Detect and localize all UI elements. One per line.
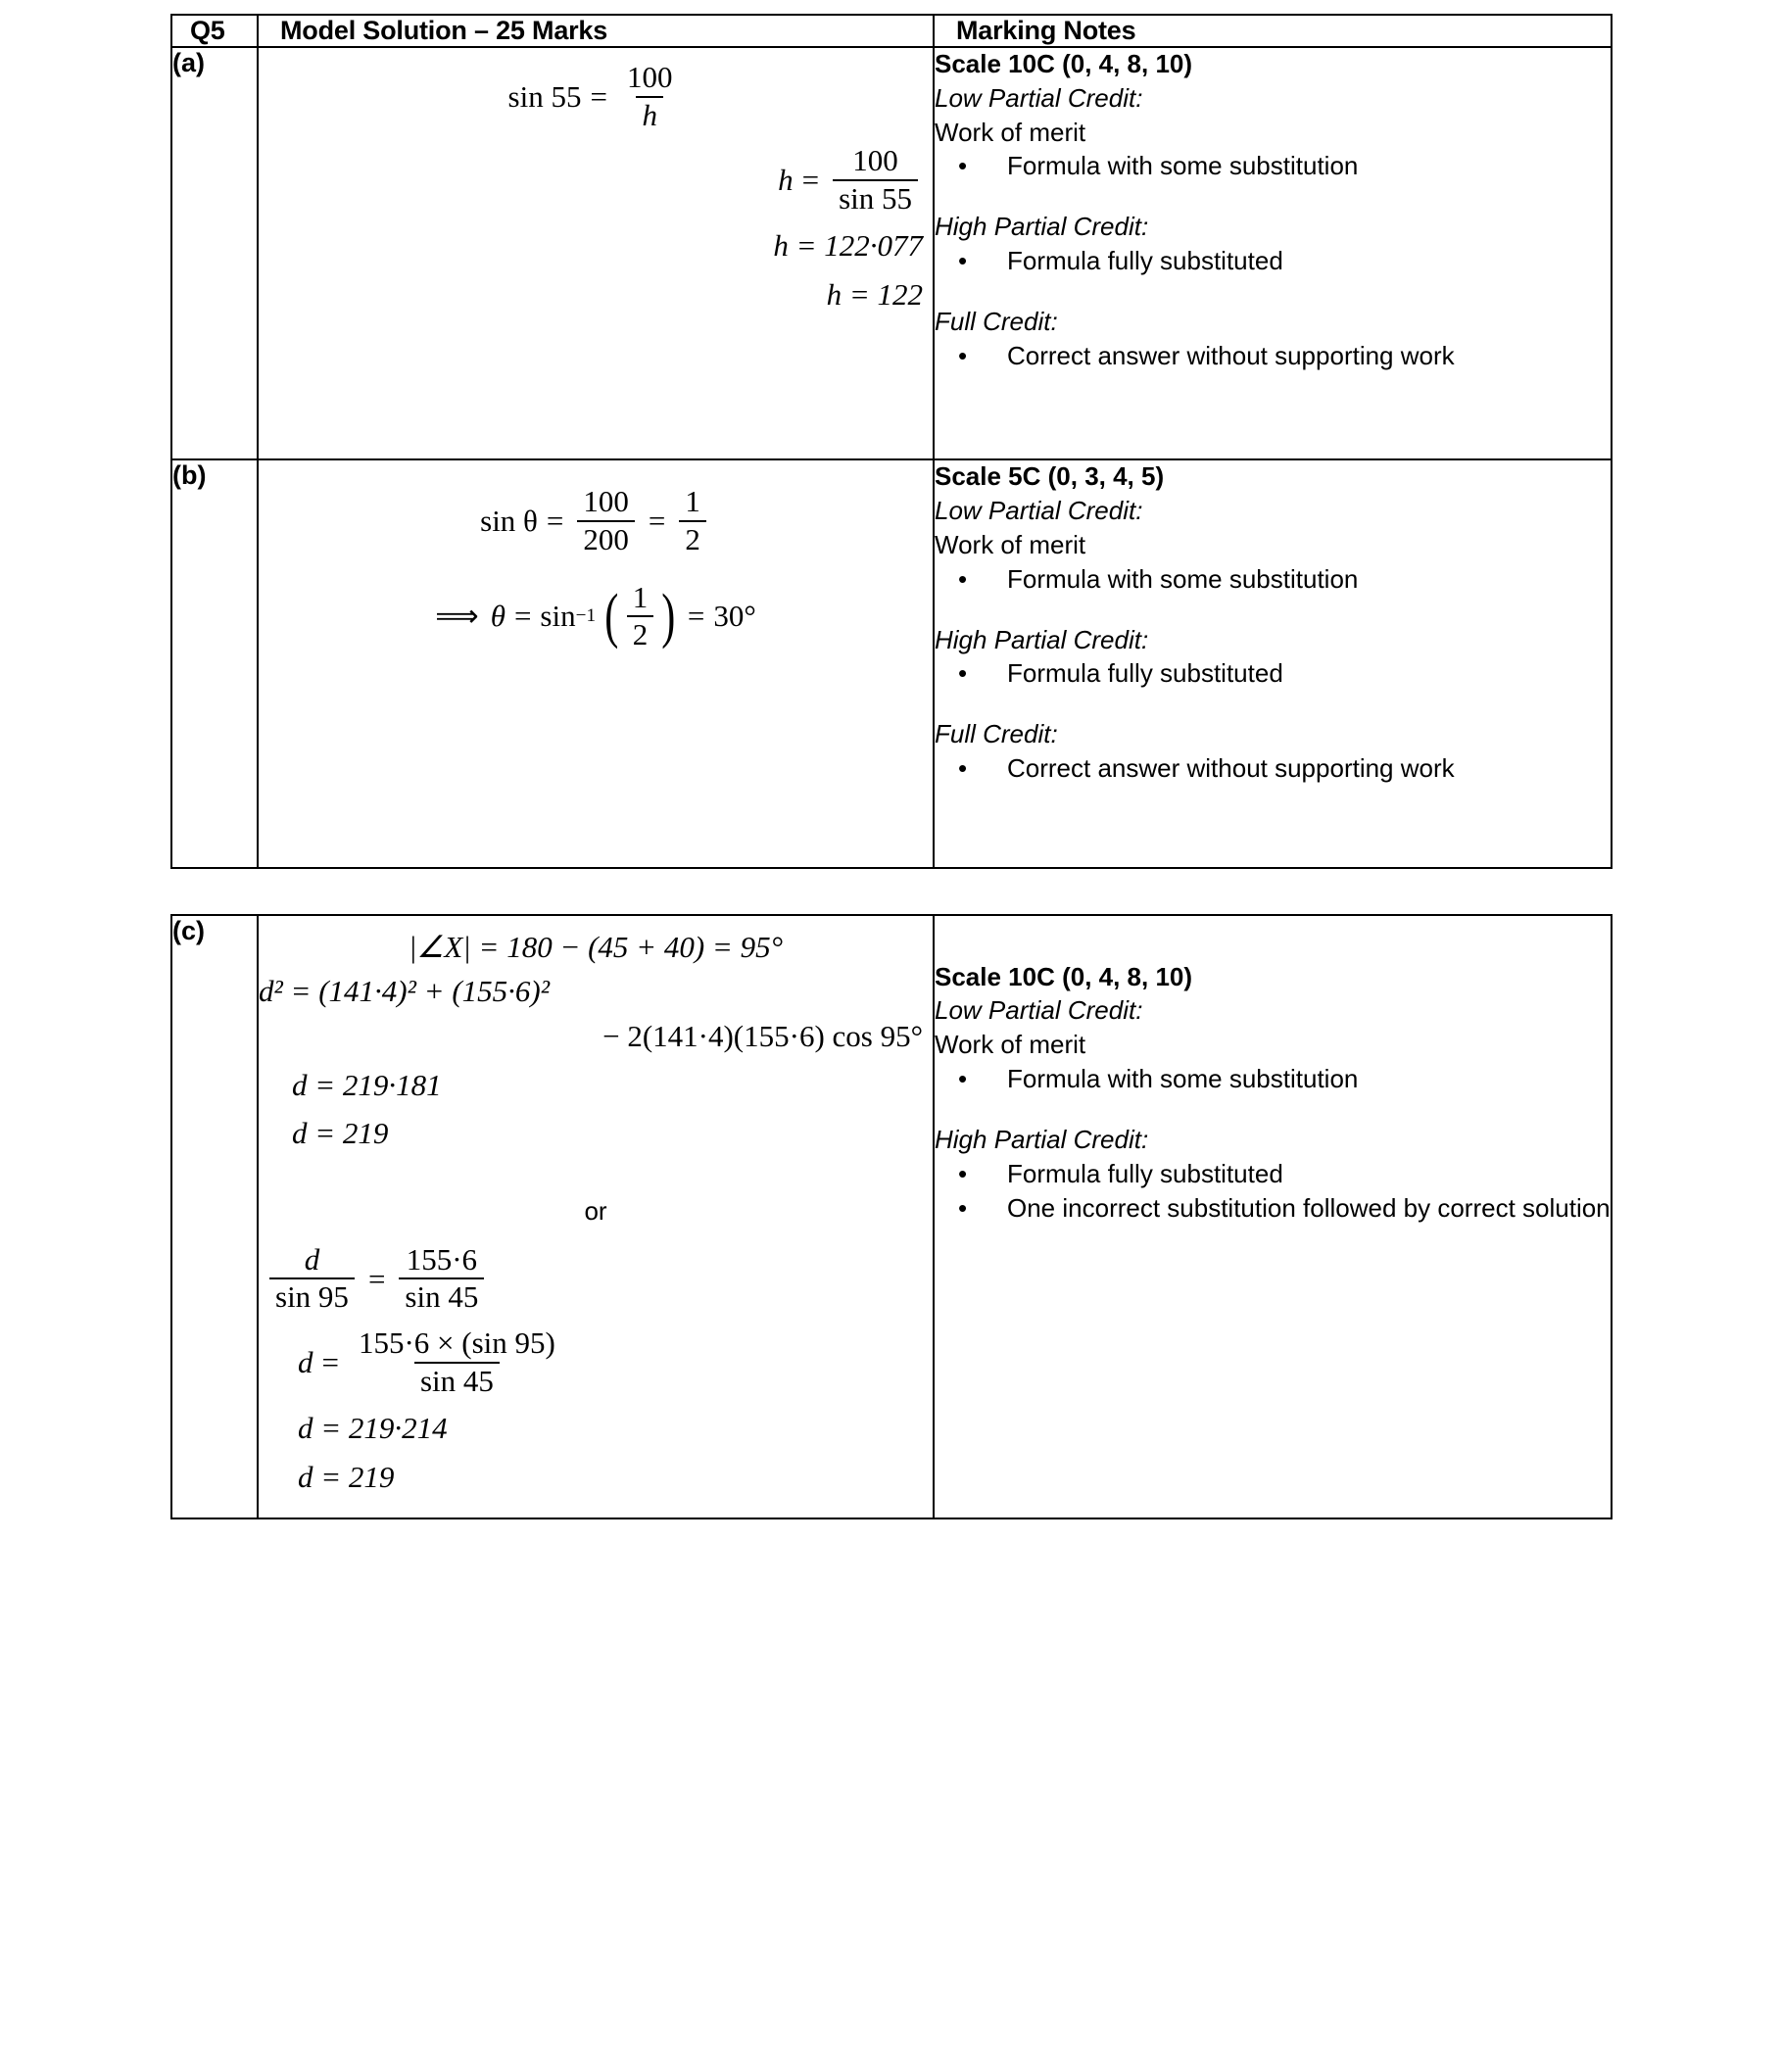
eq-c-sine-fraction-1 xyxy=(269,1241,355,1315)
list-item-label: Formula with some substitution xyxy=(1007,151,1359,181)
equation-a-1 xyxy=(259,62,933,131)
eq-b1-equals-1: = xyxy=(546,504,564,539)
eq-b1-fraction-1 xyxy=(577,486,635,555)
eq-c-cos1-text: d² = (141·4)² + (155·6)² xyxy=(259,974,551,1009)
list-item-label: Formula with some substitution xyxy=(1007,1064,1359,1094)
equation-b-2: ⟹ θ = sin −1 ( $\frac{1}{2}$ ) = 30° xyxy=(435,579,756,652)
eq-b2-theta: θ xyxy=(490,599,505,634)
equation-a-4 xyxy=(259,277,933,313)
notes-b-high-heading: High Partial Credit: xyxy=(935,624,1149,654)
notes-c-low-heading: Low Partial Credit: xyxy=(935,995,1143,1026)
notes-a-high-list xyxy=(935,245,1611,278)
notes-b-low-text: Work of merit xyxy=(935,530,1086,560)
notes-a-low-heading: Low Partial Credit: xyxy=(935,82,1143,113)
eq-b1-lhs: sin θ xyxy=(480,504,538,539)
notes-cell-a xyxy=(934,47,1612,459)
eq-b2-equals-1: = xyxy=(513,599,532,634)
eq-a1-numerator: 100 xyxy=(626,60,673,94)
equation-a-2 xyxy=(259,145,933,215)
eq-c-dsolve-numerator: 155·6 × (sin 95) xyxy=(358,1325,555,1360)
eq-a2-lhs: h xyxy=(778,162,794,197)
eq-c-dval1-text: d = 219·181 xyxy=(292,1067,442,1102)
eq-b1-numerator-1: 100 xyxy=(583,484,629,519)
equation-c-d-value-2 xyxy=(259,1411,933,1446)
list-item-label: Formula with some substitution xyxy=(1007,563,1359,594)
alternative-method-separator: or xyxy=(584,1195,607,1226)
list-item-label: Formula fully substituted xyxy=(1007,1158,1283,1188)
header-model-solution: Model Solution – 25 Marks xyxy=(258,15,934,47)
eq-b1-fraction-2 xyxy=(679,486,706,555)
eq-c-angle-text: |∠X| = 180 − (45 + 40) = 95° xyxy=(409,929,783,964)
bullet-icon: • xyxy=(958,151,968,181)
list-item xyxy=(935,150,1611,183)
eq-c-dround2-text: d = 219 xyxy=(298,1459,395,1494)
eq-a2-denominator: sin 55 xyxy=(833,179,918,216)
eq-c-dval2-text: d = 219·214 xyxy=(298,1411,448,1446)
notes-c-low-text: Work of merit xyxy=(935,1030,1086,1060)
part-label-b: (b) xyxy=(171,459,258,867)
table-separator xyxy=(0,869,1781,914)
notes-a-full-list xyxy=(935,340,1611,373)
eq-a1-equals: = xyxy=(590,78,607,114)
eq-c-sine-fraction-2 xyxy=(399,1241,484,1315)
notes-a-low-text: Work of merit xyxy=(935,117,1086,147)
solution-cell-a xyxy=(258,47,934,459)
eq-b2-equals-2: = xyxy=(687,599,705,634)
list-item xyxy=(935,1158,1611,1191)
bullet-icon: • xyxy=(958,1064,968,1094)
eq-c-sine-numerator-1: d xyxy=(304,1241,320,1277)
equation-c-d-value-1 xyxy=(259,1068,933,1103)
bullet-icon: • xyxy=(958,1193,968,1224)
equation-c-angle xyxy=(259,930,933,965)
notes-b-low-list xyxy=(935,563,1611,597)
list-item-label: One incorrect substitution followed by correct solution xyxy=(1007,1193,1611,1224)
eq-b2-result: 30° xyxy=(713,599,756,634)
table-row-part-b xyxy=(171,459,1612,867)
eq-a2-fraction xyxy=(833,145,918,215)
notes-a-scale: Scale 10C (0, 4, 8, 10) xyxy=(935,49,1193,78)
part-label-c: (c) xyxy=(171,915,258,1519)
eq-c-dround1-text: d = 219 xyxy=(292,1116,389,1151)
eq-b1-numerator-2: 1 xyxy=(685,484,700,519)
equation-c-d-round-1 xyxy=(259,1116,933,1151)
eq-a1-lhs: sin 55 xyxy=(507,78,582,114)
list-item xyxy=(935,1192,1611,1226)
equation-c-d-solve xyxy=(259,1327,933,1397)
equation-c-cosine-2 xyxy=(259,1019,933,1054)
table-row-part-c xyxy=(171,915,1612,1519)
right-paren-icon: ) xyxy=(661,582,676,650)
equation-a-3 xyxy=(259,228,933,264)
equation-c-sine-rule xyxy=(259,1241,933,1315)
eq-b2-parenthesised-fraction xyxy=(602,579,679,652)
list-item xyxy=(935,245,1611,278)
eq-c-sine-numerator-2: 155·6 xyxy=(406,1241,478,1277)
eq-b2-implies-icon: ⟹ xyxy=(435,599,479,634)
eq-c-sine-denominator-2: sin 45 xyxy=(399,1277,484,1314)
eq-a1-denominator: h xyxy=(636,96,663,132)
notes-b-low-heading: Low Partial Credit: xyxy=(935,496,1143,526)
eq-a1-fraction xyxy=(621,62,679,131)
bullet-icon: • xyxy=(958,1158,968,1188)
table-row-part-a xyxy=(171,47,1612,459)
scheme-table-ab xyxy=(170,14,1613,869)
list-item xyxy=(935,752,1611,786)
notes-b-full-heading: Full Credit: xyxy=(935,719,1058,749)
solution-cell-b xyxy=(258,459,934,867)
header-question: Q5 xyxy=(171,15,258,47)
eq-b2-denominator: 2 xyxy=(627,615,654,651)
eq-c-dsolve-fraction xyxy=(353,1327,561,1397)
eq-c-dsolve-lhs: d xyxy=(298,1344,313,1379)
equation-c-d-round-2 xyxy=(259,1460,933,1495)
notes-c-high-heading: High Partial Credit: xyxy=(935,1124,1149,1154)
list-item xyxy=(935,657,1611,691)
list-item-label: Correct answer without supporting work xyxy=(1007,340,1455,370)
notes-cell-b xyxy=(934,459,1612,867)
eq-c-sine-denominator-1: sin 95 xyxy=(269,1277,355,1314)
bullet-icon: • xyxy=(958,658,968,689)
eq-c-cos2-text: − 2(141·4)(155·6) cos 95° xyxy=(602,1018,923,1053)
notes-c-high-list xyxy=(935,1158,1611,1227)
equation-c-cosine-1 xyxy=(259,974,933,1009)
notes-b-high-list xyxy=(935,657,1611,691)
scheme-table-c xyxy=(170,914,1613,1520)
bullet-icon: • xyxy=(958,245,968,275)
eq-b2-function: sin xyxy=(540,599,576,634)
notes-c-scale: Scale 10C (0, 4, 8, 10) xyxy=(935,961,1193,991)
eq-a3-text: h = 122·077 xyxy=(773,228,923,264)
eq-b2-fraction xyxy=(627,579,654,652)
notes-c-low-list xyxy=(935,1063,1611,1096)
eq-b1-denominator-2: 2 xyxy=(679,520,706,556)
list-item xyxy=(935,340,1611,373)
bullet-icon: • xyxy=(958,340,968,370)
list-item-label: Correct answer without supporting work xyxy=(1007,753,1455,784)
part-label-a: (a) xyxy=(171,47,258,459)
left-paren-icon: ( xyxy=(604,582,619,650)
notes-cell-c xyxy=(934,915,1612,1519)
solution-cell-c xyxy=(258,915,934,1519)
eq-b2-numerator: 1 xyxy=(632,579,649,614)
notes-a-full-heading: Full Credit: xyxy=(935,306,1058,336)
eq-c-sine-equals: = xyxy=(367,1261,386,1296)
header-marking-notes: Marking Notes xyxy=(934,15,1612,47)
bullet-icon: • xyxy=(958,753,968,784)
notes-a-high-heading: High Partial Credit: xyxy=(935,212,1149,242)
table-header-row xyxy=(171,15,1612,47)
notes-a-low-list xyxy=(935,150,1611,183)
eq-a2-equals: = xyxy=(801,162,820,197)
eq-a2-numerator: 100 xyxy=(852,143,898,178)
eq-a4-text: h = 122 xyxy=(826,276,923,312)
list-item-label: Formula fully substituted xyxy=(1007,658,1283,689)
eq-c-dsolve-denominator: sin 45 xyxy=(414,1362,500,1398)
eq-c-dsolve-equals: = xyxy=(321,1344,339,1379)
equation-b-1 xyxy=(259,486,933,555)
list-item xyxy=(935,1063,1611,1096)
bullet-icon: • xyxy=(958,563,968,594)
list-item-label: Formula fully substituted xyxy=(1007,245,1283,275)
notes-b-full-list xyxy=(935,752,1611,786)
eq-b1-denominator-1: 200 xyxy=(577,520,635,556)
notes-b-scale: Scale 5C (0, 3, 4, 5) xyxy=(935,461,1165,492)
list-item xyxy=(935,563,1611,597)
eq-b1-equals-2: = xyxy=(648,504,666,539)
